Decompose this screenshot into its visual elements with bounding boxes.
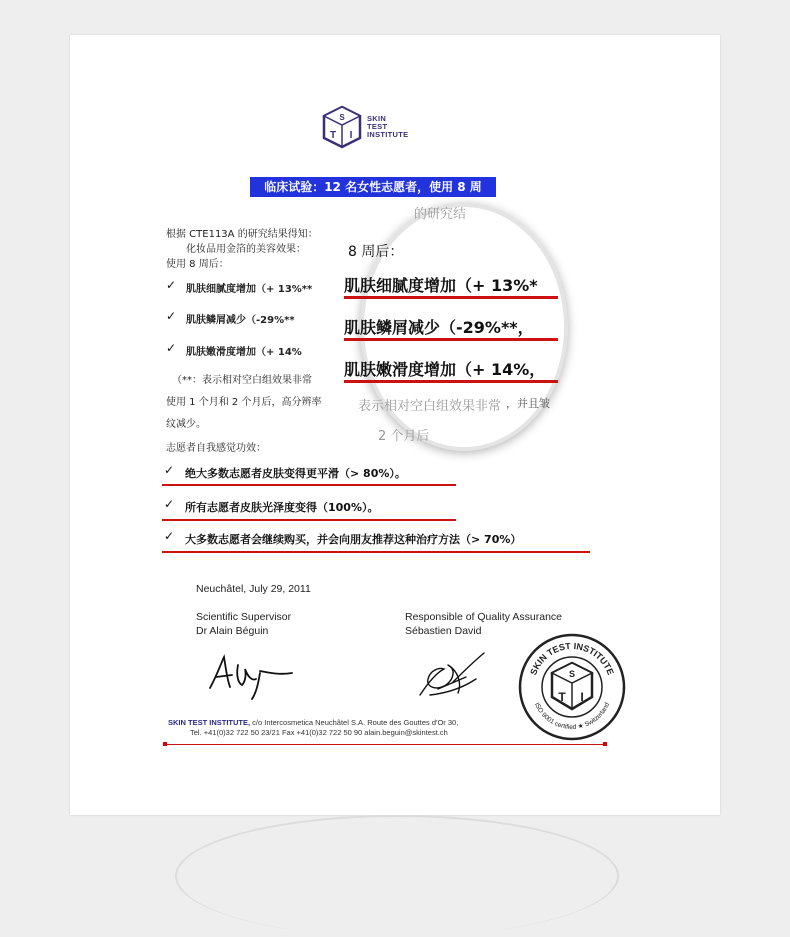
result-item-2: 肌肤鳞屑减少（-29%** [186,315,295,326]
logo-line-2: TEST [367,122,388,131]
seal-bottom-text: ISO 9001 certified ★ Switzerland [532,701,612,732]
svg-text:T: T [558,690,566,704]
skin-test-institute-seal [518,633,626,741]
intro-line-1: 根据 CTE113A 的研究结果得知： [166,229,318,240]
underline-3 [162,551,590,553]
letterhead-footer [168,718,458,738]
followup-note-end: 纹减少。 [166,419,206,430]
check-icon: ✓ [166,309,177,323]
clinical-trial-banner: 临床试验：12 名女性志愿者，使用 8 周 [250,177,496,197]
check-icon: ✓ [166,278,177,292]
magnifier-lens [344,203,568,451]
selection-handle-right [603,742,607,746]
place-date: Neuchâtel, July 29, 2011 [196,583,311,595]
sti-seal-icon [518,633,626,741]
significance-note: （**：表示相对空白组效果非常 [172,375,312,386]
svg-text:S: S [339,113,345,122]
footer-contact: Tel. +41(0)32 722 50 23/21 Fax +41(0)32 722 50 90 alain.beguin@skintest.ch [190,728,448,737]
document-page [70,35,720,815]
magnifier-line-3: 肌肤嫩滑度增加（+ 14%， [344,360,546,379]
self-item-3: 大多数志愿者会继续购买，并会向朋友推荐这种治疗方法（> 70%） [185,533,522,546]
magnifier-after-text: 8 周后： [348,244,404,260]
magnifier-underline-3 [344,380,558,383]
svg-text:S: S [568,669,576,679]
self-item-2: 所有志愿者皮肤光泽度变得（100%）。 [185,501,379,514]
sti-cube-icon [322,105,362,149]
footer-brand: SKIN TEST INSTITUTE, [168,718,251,727]
right-signatory-name: Sébastien David [405,625,482,637]
self-item-1: 绝大多数志愿者皮肤变得更平滑（> 80%）。 [185,467,406,480]
footer-divider [165,744,605,745]
underline-1 [162,484,456,486]
result-item-1: 肌肤细腻度增加（+ 13%** [186,284,313,295]
right-signatory-role: Responsible of Quality Assurance [405,611,563,623]
right-signature-image [408,643,498,705]
magnifier-line-1: 肌肤细腻度增加（+ 13%* [344,276,538,295]
check-icon: ✓ [164,463,175,477]
check-icon: ✓ [164,529,175,543]
footer-address: c/o Intercosmetica Neuchâtel S.A. Route des Gouttes d'Or 30, [250,718,459,727]
svg-text:T: T [329,130,337,141]
magnifier-note-tail-2: ，并且皱 [506,397,550,410]
logo-line-3: INSTITUTE [367,130,409,139]
self-assessment-title: 志愿者自我感觉功效： [166,443,266,454]
magnifier-underline-2 [344,338,558,341]
magnifier-underline-1 [344,296,558,299]
svg-text:I: I [349,130,353,141]
result-item-3: 肌肤嫩滑度增加（+ 14% [186,347,302,358]
intro-line-2: 化妆品用金箔的美容效果： [186,244,306,255]
left-signature-image [200,643,300,703]
underline-2 [162,519,456,521]
check-icon: ✓ [164,497,175,511]
left-signatory-name: Dr Alain Béguin [196,625,269,637]
logo-wordmark [367,115,408,139]
magnifier-note-tail: 表示相对空白组效果非常 [358,399,502,414]
selection-handle-left [163,742,167,746]
magnifier-line-2: 肌肤鳞屑减少（-29%**， [344,318,534,337]
seal-top-text: SKIN TEST INSTITUTE [528,640,616,677]
followup-note: 使用 1 个月和 2 个月后，高分辨率 [166,397,322,408]
check-icon: ✓ [166,341,177,355]
intro-line-3: 使用 8 周后： [166,259,229,270]
magnifier-top-text: 的研究结 [414,207,467,222]
logo-line-1: SKIN [367,114,387,123]
magnifier-bottom-text: 2 个月后 [378,429,430,444]
left-signatory-role: Scientific Supervisor [196,611,292,623]
skin-test-institute-logo [322,105,408,149]
product-dish-edge [175,815,619,937]
svg-text:I: I [580,690,584,704]
